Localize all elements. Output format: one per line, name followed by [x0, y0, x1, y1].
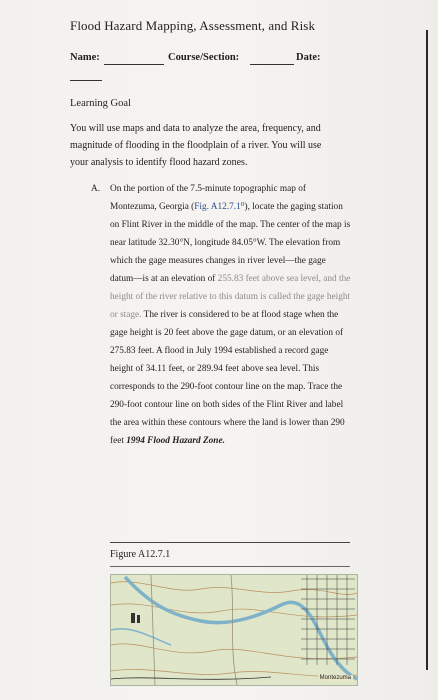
topographic-map-drawing: [111, 575, 357, 685]
student-info-row: [70, 52, 360, 68]
learning-goal-heading: Learning Goal: [70, 98, 131, 109]
question-a-text: [110, 180, 351, 450]
map-place-label: Montezuma: [319, 675, 351, 681]
header-divider: [70, 80, 102, 81]
question-a: [91, 180, 351, 450]
figure-label: Figure A12.7.1: [110, 549, 171, 560]
topographic-map-image: [110, 574, 358, 686]
question-a-part2: ), locate the gaging station on Flint River in the middle of the map. The center of the map is near latitude 32.30°N, longitude 84.05°W. The elevation from which the gage measures changes in river level—the gage datum—is at an elevation of: [110, 202, 351, 284]
name-label: Name:: [70, 52, 100, 63]
question-letter: A.: [91, 184, 101, 194]
figure-label-rule: [110, 566, 350, 567]
date-label: Date:: [296, 52, 321, 63]
page-title: Flood Hazard Mapping, Assessment, and Risk: [70, 18, 316, 33]
question-a-faded-text: 255.83 feet above sea level, and the height of the river relative to this datum is called the gage height or stage.: [110, 274, 351, 320]
name-field[interactable]: [104, 64, 164, 65]
figure-top-rule: [110, 542, 350, 543]
page-edge-rule: [426, 30, 428, 670]
flood-zone-term: 1994 Flood Hazard Zone.: [126, 436, 225, 446]
figure-link-icon[interactable]: ⁰: [240, 202, 245, 212]
learning-goal-text: You will use maps and data to analyze the area, frequency, and magnitude of flooding in the floodplain of a river. You will use your analysis to identify flood hazard zones.: [70, 123, 322, 168]
course-section-field[interactable]: [250, 64, 294, 65]
question-a-part1: On the portion of the 7.5-minute topographic map of Montezuma, Georgia (: [110, 184, 306, 212]
figure-link[interactable]: Fig. A12.7.1: [194, 202, 241, 212]
course-section-label: Course/Section:: [168, 52, 240, 63]
question-a-part3: The river is considered to be at flood stage when the gage height is 20 feet above the gage datum, or an elevation of 275.83 feet. A flood in July 1994 established a record gage height of 34.11 feet, or 289.94 feet above sea level. This corresponds to the 290-foot contour line on the map. Trace the 290-foot contour line on both sides of the Flint River and label the area within these contours where the land is lower than 290 feet: [110, 310, 345, 446]
